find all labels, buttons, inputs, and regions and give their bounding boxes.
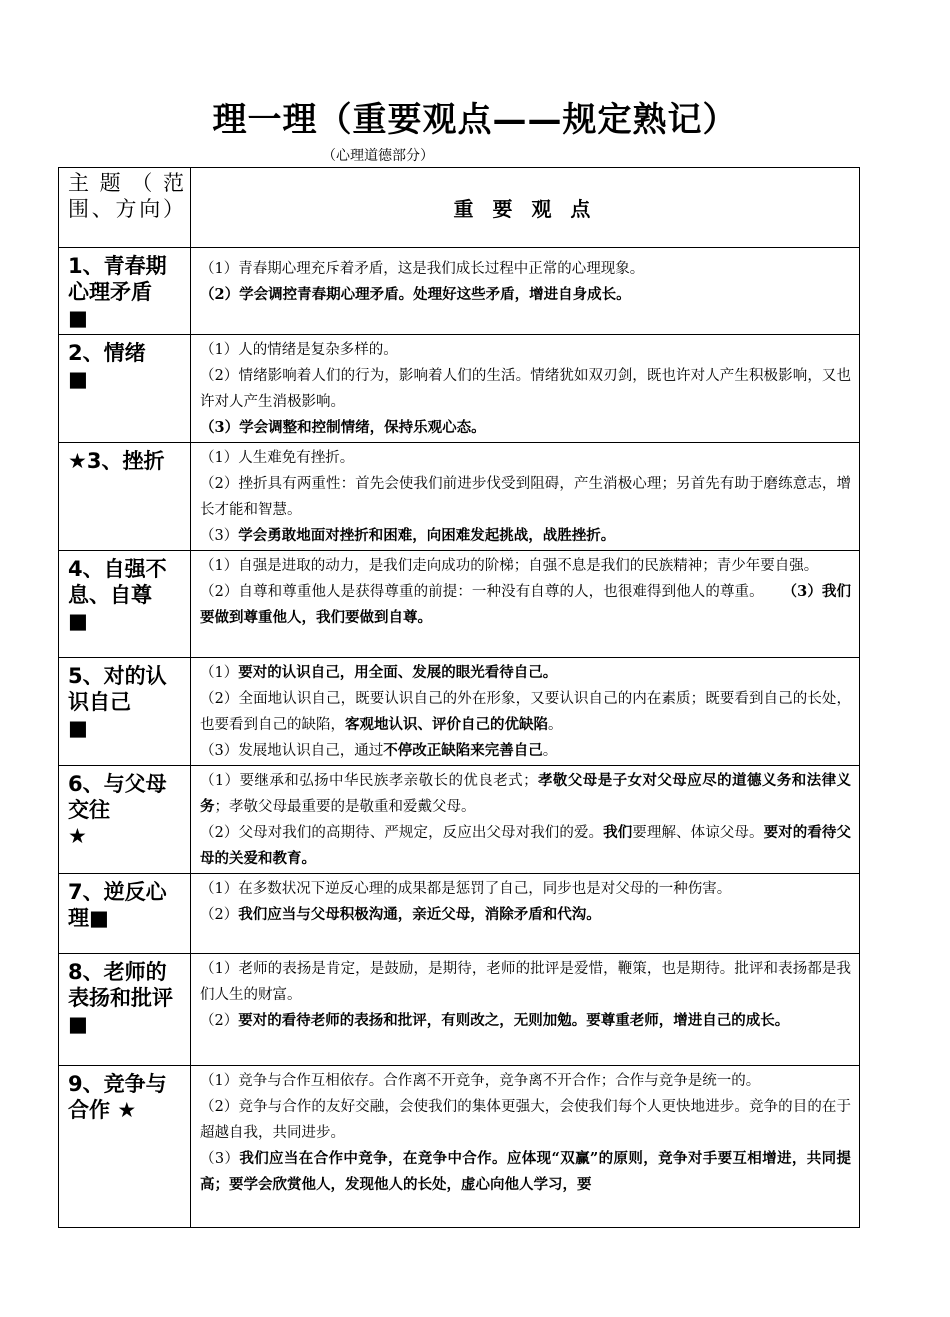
view-cell [191,1066,860,1228]
view-cell [191,443,860,551]
view-paragraph: （3）学会勇敢地面对挫折和困难，向困难发起挑战，战胜挫折。 [200,527,616,544]
topic-label: 8、老师的表扬和批评 [68,960,173,1010]
mark-symbol: ★ [68,824,87,848]
viewpoints-table [58,167,860,1228]
mark-symbol: ★ [117,1098,137,1122]
view-paragraph: （2）自尊和尊重他人是获得尊重的前提：一种没有自尊的人，也很难得到他人的尊重。 （3）我们要做到尊重他人，我们要做到自尊。 [200,583,851,626]
view-paragraph: （2）竞争与合作的友好交融，会使我们的集体更强大，会使我们每个人更快地进步。竞争的目的在于超越自我，共同进步。 [200,1099,851,1141]
topic-cell [59,1066,191,1228]
topic-label: 7、逆反心理 [68,880,167,930]
table-row [59,335,860,443]
table-header-row [59,168,860,248]
topic-label: ★3、挫折 [68,449,165,473]
table-row [59,248,860,335]
page-title: 理一理（重要观点——规定熟记） [212,100,738,140]
view-paragraph: （1）人的情绪是复杂多样的。 [200,342,398,358]
topic-cell [59,248,191,335]
table-row [59,766,860,874]
view-paragraph: （2）要对的看待老师的表扬和批评，有则改之，无则加勉。要尊重老师，增进自己的成长。 [200,1012,790,1029]
topic-cell [59,335,191,443]
topic-label: 2、情绪 [68,341,146,365]
view-cell [191,248,860,335]
topic-label: 5、对的认识自己 [68,664,167,714]
view-paragraph: （1）老师的表扬是肯定，是鼓励，是期待，老师的批评是爱惜，鞭策，也是期待。批评和表扬都是我们人生的财富。 [200,961,851,1003]
view-cell [191,658,860,766]
topic-cell [59,551,191,658]
view-paragraph: （1）青春期心理充斥着矛盾，这是我们成长过程中正常的心理现象。 [200,261,645,277]
topic-cell [59,658,191,766]
topic-label: 9、竞争与合作 [68,1072,167,1122]
view-paragraph: （1）人生难免有挫折。 [200,450,355,466]
view-paragraph: （2）我们应当与父母积极沟通，亲近父母，消除矛盾和代沟。 [200,906,601,923]
table-row [59,874,860,954]
topic-cell [59,954,191,1066]
view-cell [191,954,860,1066]
view-cell [191,766,860,874]
view-paragraph: （2）学会调控青春期心理矛盾。处理好这些矛盾，增进自身成长。 [200,286,631,303]
view-paragraph: （1）要对的认识自己，用全面、发展的眼光看待自己。 [200,664,558,681]
view-paragraph: （1）要继承和弘扬中华民族孝亲敬长的优良老式；孝敬父母是子女对父母应尽的道德义务和法律义务；孝敬父母最重要的是敬重和爱戴父母。 [200,772,851,815]
view-paragraph: （3）发展地认识自己，通过不停改正缺陷来完善自己。 [200,742,558,759]
mark-symbol: ■ [68,306,88,330]
page-subtitle: （心理道德部分） [322,148,434,164]
view-cell [191,551,860,658]
topic-cell [59,766,191,874]
mark-symbol: ■ [68,1012,88,1036]
mark-symbol: ■ [68,716,88,740]
view-paragraph: （1）竞争与合作互相依存。合作离不开竞争，竞争离不开合作；合作与竞争是统一的。 [200,1073,761,1089]
header-view-cell: 重 要 观 点 [191,168,860,248]
topic-label: 6、与父母交往 [68,772,167,822]
mark-symbol: ■ [68,367,88,391]
header-topic-cell: 主题（范围、方向） [59,168,191,248]
view-paragraph: （2）挫折具有两重性：首先会使我们前进步伐受到阻碍，产生消极心理；另首先有助于磨练意志，增长才能和智慧。 [200,476,851,518]
view-paragraph: （2）父母对我们的高期待、严规定，反应出父母对我们的爱。我们要理解、体谅父母。要对的看待父母的关爱和教育。 [200,824,852,867]
topic-label: 1、青春期心理矛盾 [68,254,167,304]
mark-symbol: ■ [89,906,109,930]
mark-symbol: ■ [68,609,88,633]
view-cell [191,874,860,954]
topic-cell [59,443,191,551]
view-cell [191,335,860,443]
view-paragraph: （2）情绪影响着人们的行为，影响着人们的生活。情绪犹如双刃剑，既也许对人产生积极影响，又也许对人产生消极影响。 [200,368,851,410]
table-row [59,443,860,551]
table-row [59,658,860,766]
view-paragraph: （3）学会调整和控制情绪，保持乐观心态。 [200,419,486,436]
topic-label: 4、自强不息、自尊 [68,557,167,607]
view-paragraph: （1）在多数状况下逆反心理的成果都是惩罚了自己，同步也是对父母的一种伤害。 [200,881,732,897]
table-row [59,954,860,1066]
table-row [59,1066,860,1228]
topic-cell [59,874,191,954]
table-row [59,551,860,658]
view-paragraph: （2）全面地认识自己，既要认识自己的外在形象，又要认识自己的内在素质；既要看到自己的长处，也要看到自己的缺陷，客观地认识、评价自己的优缺陷。 [200,691,851,733]
view-paragraph: （3）我们应当在合作中竞争，在竞争中合作。应体现“双赢”的原则，竞争对手要互相增进，共同提高；要学会欣赏他人，发现他人的长处，虚心向他人学习，要 [200,1150,851,1193]
view-paragraph: （1）自强是进取的动力，是我们走向成功的阶梯；自强不息是我们的民族精神；青少年要自强。 [200,558,819,574]
